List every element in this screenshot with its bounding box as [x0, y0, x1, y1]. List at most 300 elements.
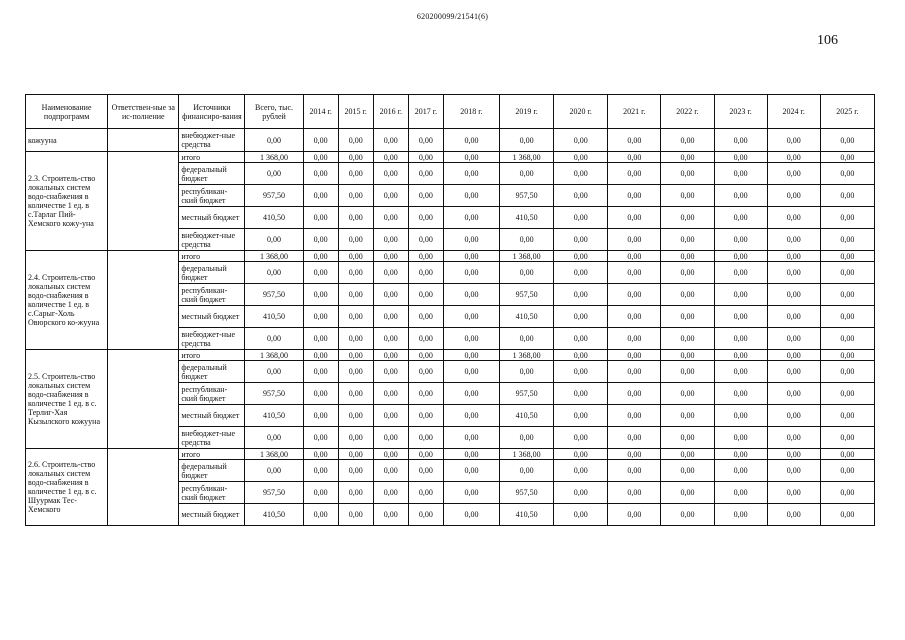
amount-cell: 0,00: [554, 482, 608, 504]
amount-cell: 0,00: [661, 383, 714, 405]
amount-cell: 0,00: [661, 460, 714, 482]
amount-cell: 957,50: [245, 383, 303, 405]
funding-source-cell: внебюджет-ные средства: [179, 129, 245, 152]
amount-cell: 0,00: [303, 262, 338, 284]
amount-cell: 0,00: [373, 460, 408, 482]
amount-cell: 0,00: [408, 163, 443, 185]
amount-cell: 0,00: [408, 229, 443, 251]
table-body: [26, 129, 875, 526]
amount-cell: 0,00: [714, 129, 767, 152]
amount-cell: 0,00: [661, 262, 714, 284]
amount-cell: 0,00: [608, 229, 661, 251]
amount-cell: 0,00: [338, 306, 373, 328]
amount-cell: 0,00: [408, 207, 443, 229]
amount-cell: 0,00: [443, 460, 499, 482]
table-row: [26, 449, 875, 460]
amount-cell: 0,00: [608, 262, 661, 284]
amount-cell: 0,00: [661, 405, 714, 427]
amount-cell: 0,00: [554, 328, 608, 350]
amount-cell: 0,00: [373, 405, 408, 427]
responsible-cell: [108, 449, 179, 526]
amount-cell: 1 368,00: [245, 152, 303, 163]
amount-cell: 0,00: [373, 152, 408, 163]
amount-cell: 0,00: [767, 163, 820, 185]
amount-cell: 0,00: [303, 129, 338, 152]
amount-cell: 0,00: [820, 383, 874, 405]
amount-cell: 0,00: [373, 207, 408, 229]
amount-cell: 0,00: [303, 383, 338, 405]
amount-cell: 0,00: [245, 328, 303, 350]
responsible-cell: [108, 350, 179, 449]
amount-cell: 0,00: [408, 262, 443, 284]
amount-cell: 0,00: [303, 251, 338, 262]
amount-cell: 0,00: [661, 129, 714, 152]
amount-cell: 0,00: [608, 460, 661, 482]
column-header: 2025 г.: [820, 95, 874, 129]
amount-cell: 410,50: [245, 207, 303, 229]
amount-cell: 0,00: [408, 251, 443, 262]
amount-cell: 0,00: [661, 504, 714, 526]
amount-cell: 1 368,00: [245, 251, 303, 262]
amount-cell: 0,00: [661, 449, 714, 460]
amount-cell: 0,00: [714, 482, 767, 504]
amount-cell: 0,00: [303, 152, 338, 163]
amount-cell: 0,00: [608, 152, 661, 163]
amount-cell: 0,00: [554, 350, 608, 361]
amount-cell: 0,00: [661, 306, 714, 328]
amount-cell: 0,00: [443, 129, 499, 152]
amount-cell: 957,50: [245, 185, 303, 207]
amount-cell: 0,00: [714, 163, 767, 185]
amount-cell: 0,00: [338, 361, 373, 383]
amount-cell: 0,00: [500, 328, 554, 350]
amount-cell: 0,00: [820, 361, 874, 383]
amount-cell: 0,00: [443, 207, 499, 229]
amount-cell: 0,00: [338, 460, 373, 482]
amount-cell: 0,00: [443, 163, 499, 185]
amount-cell: 0,00: [554, 405, 608, 427]
funding-source-cell: местный бюджет: [179, 504, 245, 526]
amount-cell: 0,00: [820, 427, 874, 449]
amount-cell: 1 368,00: [500, 449, 554, 460]
amount-cell: 0,00: [245, 163, 303, 185]
amount-cell: 0,00: [714, 427, 767, 449]
amount-cell: 0,00: [303, 350, 338, 361]
amount-cell: 0,00: [408, 405, 443, 427]
amount-cell: 0,00: [408, 152, 443, 163]
amount-cell: 0,00: [338, 129, 373, 152]
amount-cell: 0,00: [608, 129, 661, 152]
amount-cell: 0,00: [500, 427, 554, 449]
amount-cell: 0,00: [608, 383, 661, 405]
amount-cell: 0,00: [714, 361, 767, 383]
funding-source-cell: республикан-ский бюджет: [179, 185, 245, 207]
amount-cell: 0,00: [608, 504, 661, 526]
amount-cell: 0,00: [373, 163, 408, 185]
amount-cell: 0,00: [500, 262, 554, 284]
column-header: 2022 г.: [661, 95, 714, 129]
amount-cell: 0,00: [554, 449, 608, 460]
funding-source-cell: федеральный бюджет: [179, 460, 245, 482]
funding-source-cell: итого: [179, 449, 245, 460]
amount-cell: 0,00: [338, 207, 373, 229]
amount-cell: 0,00: [767, 152, 820, 163]
amount-cell: 0,00: [767, 328, 820, 350]
amount-cell: 0,00: [767, 207, 820, 229]
amount-cell: 0,00: [338, 482, 373, 504]
amount-cell: 0,00: [820, 185, 874, 207]
amount-cell: 0,00: [661, 152, 714, 163]
amount-cell: 0,00: [338, 427, 373, 449]
amount-cell: 0,00: [661, 284, 714, 306]
funding-source-cell: республикан-ский бюджет: [179, 383, 245, 405]
amount-cell: 0,00: [554, 262, 608, 284]
amount-cell: 0,00: [767, 129, 820, 152]
amount-cell: 0,00: [608, 185, 661, 207]
amount-cell: 0,00: [500, 361, 554, 383]
amount-cell: 0,00: [820, 152, 874, 163]
amount-cell: 0,00: [820, 229, 874, 251]
amount-cell: 0,00: [767, 405, 820, 427]
column-header: 2019 г.: [500, 95, 554, 129]
subprogram-name-cell: 2.4. Строитель-ство локальных систем водо-снабжения в количестве 1 ед. в с.Сарыг-Холь Овюрского ко-жууна: [26, 251, 108, 350]
amount-cell: 0,00: [714, 152, 767, 163]
amount-cell: 0,00: [661, 427, 714, 449]
amount-cell: 0,00: [714, 383, 767, 405]
amount-cell: 0,00: [608, 350, 661, 361]
amount-cell: 410,50: [500, 405, 554, 427]
funding-source-cell: итого: [179, 152, 245, 163]
amount-cell: 0,00: [608, 427, 661, 449]
column-header: Источники финансиро-вания: [179, 95, 245, 129]
amount-cell: 0,00: [820, 262, 874, 284]
amount-cell: 957,50: [500, 284, 554, 306]
amount-cell: 0,00: [661, 251, 714, 262]
amount-cell: 0,00: [408, 504, 443, 526]
amount-cell: 957,50: [245, 284, 303, 306]
funding-source-cell: внебюджет-ные средства: [179, 328, 245, 350]
amount-cell: 0,00: [661, 185, 714, 207]
amount-cell: 0,00: [820, 251, 874, 262]
amount-cell: 0,00: [661, 207, 714, 229]
amount-cell: 0,00: [303, 504, 338, 526]
amount-cell: 0,00: [338, 251, 373, 262]
funding-source-cell: внебюджет-ные средства: [179, 427, 245, 449]
amount-cell: 0,00: [303, 207, 338, 229]
amount-cell: 0,00: [408, 129, 443, 152]
amount-cell: 1 368,00: [500, 350, 554, 361]
amount-cell: 0,00: [443, 185, 499, 207]
amount-cell: 0,00: [373, 129, 408, 152]
amount-cell: 0,00: [408, 361, 443, 383]
amount-cell: 0,00: [554, 129, 608, 152]
amount-cell: 0,00: [303, 185, 338, 207]
amount-cell: 0,00: [303, 460, 338, 482]
amount-cell: 0,00: [608, 361, 661, 383]
amount-cell: 0,00: [245, 262, 303, 284]
funding-source-cell: местный бюджет: [179, 405, 245, 427]
amount-cell: 0,00: [554, 163, 608, 185]
amount-cell: 0,00: [373, 361, 408, 383]
column-header: 2015 г.: [338, 95, 373, 129]
amount-cell: 0,00: [714, 284, 767, 306]
amount-cell: 0,00: [245, 361, 303, 383]
table-row: [26, 251, 875, 262]
amount-cell: 0,00: [767, 361, 820, 383]
funding-source-cell: федеральный бюджет: [179, 163, 245, 185]
amount-cell: 0,00: [303, 449, 338, 460]
amount-cell: 0,00: [408, 328, 443, 350]
amount-cell: 0,00: [443, 361, 499, 383]
amount-cell: 0,00: [443, 251, 499, 262]
amount-cell: 0,00: [408, 383, 443, 405]
subprogram-name-cell: 2.3. Строитель-ство локальных систем водо-снабжения в количестве 1 ед. в с.Тарлаг Пий-Хемского кожу-уна: [26, 152, 108, 251]
amount-cell: 0,00: [408, 350, 443, 361]
amount-cell: 0,00: [408, 482, 443, 504]
amount-cell: 0,00: [661, 328, 714, 350]
amount-cell: 410,50: [500, 504, 554, 526]
amount-cell: 0,00: [767, 504, 820, 526]
amount-cell: 0,00: [338, 449, 373, 460]
subprogram-name-cell: 2.6. Строитель-ство локальных систем водо-снабжения в количестве 1 ед. в с. Шуурмак Тес-Хемского: [26, 449, 108, 526]
amount-cell: 0,00: [338, 504, 373, 526]
amount-cell: 0,00: [303, 405, 338, 427]
amount-cell: 0,00: [608, 328, 661, 350]
financing-table: [25, 94, 875, 526]
amount-cell: 0,00: [303, 306, 338, 328]
column-header: 2017 г.: [408, 95, 443, 129]
amount-cell: 410,50: [500, 306, 554, 328]
table-header-row: [26, 95, 875, 129]
amount-cell: 0,00: [767, 185, 820, 207]
amount-cell: 957,50: [500, 482, 554, 504]
amount-cell: 0,00: [714, 504, 767, 526]
column-header: 2016 г.: [373, 95, 408, 129]
table-row: [26, 129, 875, 152]
funding-source-cell: республикан-ский бюджет: [179, 284, 245, 306]
amount-cell: 0,00: [714, 262, 767, 284]
column-header: 2023 г.: [714, 95, 767, 129]
amount-cell: 0,00: [767, 449, 820, 460]
amount-cell: 0,00: [767, 460, 820, 482]
column-header: Ответствен-ные за ис-полнение: [108, 95, 179, 129]
column-header: 2021 г.: [608, 95, 661, 129]
amount-cell: 0,00: [338, 229, 373, 251]
amount-cell: 0,00: [714, 449, 767, 460]
responsible-cell: [108, 251, 179, 350]
amount-cell: 0,00: [554, 185, 608, 207]
amount-cell: 0,00: [554, 427, 608, 449]
column-header: Всего, тыс. рублей: [245, 95, 303, 129]
amount-cell: 0,00: [714, 405, 767, 427]
funding-source-cell: итого: [179, 350, 245, 361]
amount-cell: 957,50: [500, 185, 554, 207]
amount-cell: 0,00: [338, 284, 373, 306]
amount-cell: 1 368,00: [245, 449, 303, 460]
amount-cell: 0,00: [767, 262, 820, 284]
amount-cell: 0,00: [608, 482, 661, 504]
amount-cell: 0,00: [554, 383, 608, 405]
amount-cell: 0,00: [714, 350, 767, 361]
amount-cell: 0,00: [443, 306, 499, 328]
amount-cell: 0,00: [443, 383, 499, 405]
amount-cell: 0,00: [303, 284, 338, 306]
funding-source-cell: местный бюджет: [179, 207, 245, 229]
amount-cell: 410,50: [500, 207, 554, 229]
amount-cell: 0,00: [608, 284, 661, 306]
amount-cell: 0,00: [500, 129, 554, 152]
amount-cell: 0,00: [245, 460, 303, 482]
amount-cell: 0,00: [767, 482, 820, 504]
amount-cell: 0,00: [245, 427, 303, 449]
amount-cell: 0,00: [500, 460, 554, 482]
amount-cell: 0,00: [554, 284, 608, 306]
amount-cell: 0,00: [554, 152, 608, 163]
amount-cell: 410,50: [245, 504, 303, 526]
amount-cell: 0,00: [373, 284, 408, 306]
amount-cell: 0,00: [554, 504, 608, 526]
amount-cell: 0,00: [554, 460, 608, 482]
amount-cell: 0,00: [408, 427, 443, 449]
amount-cell: 0,00: [373, 350, 408, 361]
amount-cell: 0,00: [408, 284, 443, 306]
amount-cell: 0,00: [338, 328, 373, 350]
table-row: [26, 350, 875, 361]
amount-cell: 0,00: [443, 152, 499, 163]
amount-cell: 0,00: [714, 207, 767, 229]
amount-cell: 0,00: [820, 306, 874, 328]
amount-cell: 1 368,00: [500, 152, 554, 163]
amount-cell: 0,00: [608, 306, 661, 328]
amount-cell: 0,00: [245, 129, 303, 152]
amount-cell: 0,00: [443, 482, 499, 504]
amount-cell: 0,00: [408, 449, 443, 460]
amount-cell: 0,00: [408, 460, 443, 482]
amount-cell: 1 368,00: [245, 350, 303, 361]
responsible-cell: [108, 152, 179, 251]
amount-cell: 0,00: [767, 229, 820, 251]
amount-cell: 0,00: [373, 482, 408, 504]
column-header: 2020 г.: [554, 95, 608, 129]
amount-cell: 0,00: [443, 427, 499, 449]
amount-cell: 0,00: [338, 405, 373, 427]
amount-cell: 0,00: [373, 262, 408, 284]
amount-cell: 0,00: [608, 449, 661, 460]
amount-cell: 0,00: [820, 207, 874, 229]
amount-cell: 0,00: [820, 449, 874, 460]
amount-cell: 0,00: [303, 229, 338, 251]
amount-cell: 0,00: [373, 251, 408, 262]
amount-cell: 0,00: [767, 350, 820, 361]
amount-cell: 0,00: [661, 361, 714, 383]
column-header: Наименование подпрограмм: [26, 95, 108, 129]
amount-cell: 0,00: [373, 229, 408, 251]
amount-cell: 0,00: [443, 262, 499, 284]
amount-cell: 0,00: [500, 163, 554, 185]
table-row: [26, 152, 875, 163]
amount-cell: 0,00: [443, 328, 499, 350]
amount-cell: 0,00: [338, 350, 373, 361]
amount-cell: 0,00: [554, 251, 608, 262]
amount-cell: 0,00: [443, 449, 499, 460]
funding-source-cell: федеральный бюджет: [179, 361, 245, 383]
amount-cell: 0,00: [608, 405, 661, 427]
amount-cell: 957,50: [245, 482, 303, 504]
amount-cell: 0,00: [820, 350, 874, 361]
amount-cell: 0,00: [373, 383, 408, 405]
amount-cell: 0,00: [338, 185, 373, 207]
amount-cell: 0,00: [820, 129, 874, 152]
responsible-cell: [108, 129, 179, 152]
amount-cell: 0,00: [714, 229, 767, 251]
subprogram-name-cell: кожууна: [26, 129, 108, 152]
funding-source-cell: внебюджет-ные средства: [179, 229, 245, 251]
amount-cell: 0,00: [373, 185, 408, 207]
amount-cell: 410,50: [245, 306, 303, 328]
amount-cell: 0,00: [338, 152, 373, 163]
amount-cell: 0,00: [608, 163, 661, 185]
amount-cell: 0,00: [554, 207, 608, 229]
document-number: 620200099/21541(6): [416, 12, 489, 21]
funding-source-cell: итого: [179, 251, 245, 262]
amount-cell: 0,00: [820, 460, 874, 482]
amount-cell: 0,00: [714, 251, 767, 262]
amount-cell: 0,00: [245, 229, 303, 251]
column-header: 2018 г.: [443, 95, 499, 129]
amount-cell: 0,00: [820, 504, 874, 526]
column-header: 2024 г.: [767, 95, 820, 129]
amount-cell: 0,00: [443, 504, 499, 526]
amount-cell: 0,00: [714, 460, 767, 482]
amount-cell: 0,00: [714, 328, 767, 350]
amount-cell: 0,00: [820, 482, 874, 504]
amount-cell: 1 368,00: [500, 251, 554, 262]
funding-source-cell: местный бюджет: [179, 306, 245, 328]
amount-cell: 0,00: [554, 361, 608, 383]
funding-source-cell: республикан-ский бюджет: [179, 482, 245, 504]
amount-cell: 0,00: [443, 405, 499, 427]
amount-cell: 0,00: [338, 383, 373, 405]
amount-cell: 0,00: [714, 185, 767, 207]
amount-cell: 0,00: [714, 306, 767, 328]
subprogram-name-cell: 2.5. Строитель-ство локальных систем водо-снабжения в количестве 1 ед. в с. Терлиг-Хая Кызылского кожууна: [26, 350, 108, 449]
amount-cell: 0,00: [373, 449, 408, 460]
amount-cell: 0,00: [303, 328, 338, 350]
amount-cell: 0,00: [767, 383, 820, 405]
amount-cell: 0,00: [303, 163, 338, 185]
amount-cell: 0,00: [303, 427, 338, 449]
funding-source-cell: федеральный бюджет: [179, 262, 245, 284]
amount-cell: 0,00: [303, 482, 338, 504]
amount-cell: 410,50: [245, 405, 303, 427]
amount-cell: 0,00: [373, 306, 408, 328]
amount-cell: 0,00: [767, 251, 820, 262]
amount-cell: 0,00: [820, 284, 874, 306]
amount-cell: 0,00: [608, 251, 661, 262]
amount-cell: 0,00: [767, 284, 820, 306]
amount-cell: 0,00: [408, 306, 443, 328]
amount-cell: 0,00: [820, 163, 874, 185]
amount-cell: 0,00: [500, 229, 554, 251]
page-number: 106: [817, 33, 838, 48]
amount-cell: 0,00: [443, 350, 499, 361]
amount-cell: 0,00: [608, 207, 661, 229]
amount-cell: 0,00: [661, 163, 714, 185]
amount-cell: 0,00: [767, 306, 820, 328]
amount-cell: 0,00: [338, 262, 373, 284]
amount-cell: 0,00: [373, 504, 408, 526]
amount-cell: 0,00: [303, 361, 338, 383]
